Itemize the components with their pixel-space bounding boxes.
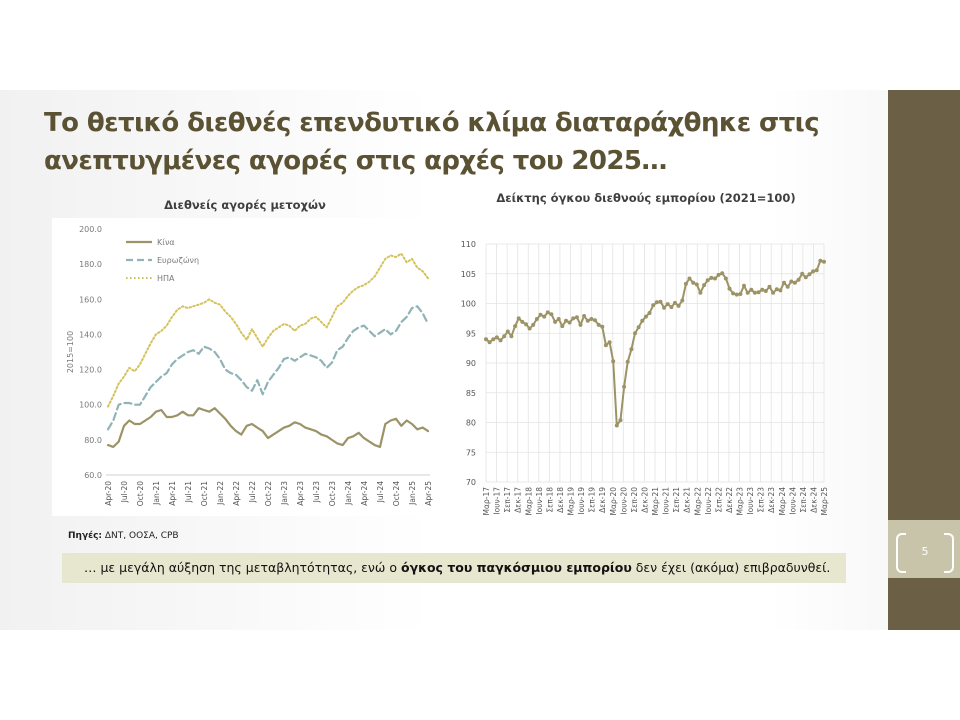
chart2-data-point [491, 337, 495, 341]
chart1-ylabel: 2015=100 [66, 330, 75, 374]
chart2-data-point [582, 314, 586, 318]
chart2-xtick-label: Σεπ-19 [587, 487, 597, 513]
chart2-data-point [546, 310, 550, 314]
chart1-xtick-label: Apr-23 [296, 481, 305, 506]
chart2-data-point [513, 324, 517, 328]
chart2-xtick-label: Ιουν-18 [534, 487, 544, 515]
chart1-ytick-label: 140.0 [79, 330, 102, 340]
chart2-svg [446, 228, 846, 518]
chart2-xtick-label: Δεκ-17 [513, 487, 523, 513]
chart2-data-point [651, 303, 655, 307]
chart2-data-point [778, 288, 782, 292]
chart2-ytick-label: 80 [465, 418, 476, 428]
chart2-data-point [509, 334, 513, 338]
chart1-ytick-label: 60.0 [84, 471, 102, 480]
chart1-xtick-label: Jul-20 [120, 481, 129, 503]
chart2-ytick-label: 95 [465, 329, 476, 339]
chart2-data-point [822, 260, 826, 264]
chart2-data-point [524, 322, 528, 326]
chart2-xtick-label: Ιουν-24 [788, 487, 798, 515]
chart2-data-point [608, 340, 612, 344]
chart1-legend-label: Ευρωζώνη [157, 256, 200, 265]
chart2-data-point [702, 283, 706, 287]
chart1-xtick-label: Oct-24 [392, 481, 401, 507]
chart2-data-point [680, 299, 684, 303]
chart1-xtick-label: Apr-25 [424, 481, 433, 506]
chart1-xtick-label: Oct-21 [200, 481, 209, 507]
chart2-data-point [659, 300, 663, 304]
chart2-data-point [768, 285, 772, 289]
chart1-xtick-label: Apr-24 [360, 481, 369, 506]
chart2-data-point [622, 385, 626, 389]
chart1-xtick-label: Oct-23 [328, 481, 337, 507]
chart2-data-point [648, 311, 652, 315]
chart1-xtick-label: Oct-20 [136, 481, 145, 507]
chart2-data-point [531, 323, 535, 327]
chart2-data-point [749, 288, 753, 292]
chart2-data-point [597, 323, 601, 327]
chart2-data-point [789, 280, 793, 284]
chart1-xtick-label: Apr-20 [104, 481, 113, 506]
chart2-xtick-label: Ιουν-23 [746, 487, 756, 515]
chart1-xtick-label: Jul-21 [184, 481, 193, 503]
slide-title: Το θετικό διεθνές επενδυτικό κλίμα διαταράχθηκε στις ανεπτυγμένες αγορές στις αρχές του 2025… [44, 108, 820, 176]
banner-text-before: … με μεγάλη αύξηση της μεταβλητότητας, ενώ ο [84, 560, 401, 575]
sources-text: ΔΝΤ, ΟΟΣΑ, CPB [102, 531, 179, 541]
chart2-data-point [528, 327, 532, 331]
chart2-data-point [709, 276, 713, 280]
chart2-data-point [720, 271, 724, 275]
chart2-xtick-label: Σεπ-22 [714, 487, 724, 513]
chart2-data-point [542, 315, 546, 319]
chart1-ytick-label: 120.0 [79, 365, 102, 375]
chart2-data-point [549, 312, 553, 316]
chart2-data-point [611, 359, 615, 363]
chart2-data-point [626, 360, 630, 364]
chart2-ytick-label: 75 [465, 448, 476, 458]
chart1-xtick-label: Jul-23 [312, 481, 321, 503]
chart2-data-point [717, 273, 721, 277]
chart2-data-point [539, 313, 543, 317]
chart1-xtick-label: Jan-25 [408, 481, 417, 505]
chart2-data-point [655, 300, 659, 304]
chart2-data-point [691, 281, 695, 285]
chart2-xtick-label: Μαρ-20 [608, 487, 618, 516]
chart2-data-point [760, 288, 764, 292]
chart2-data-point [600, 325, 604, 329]
chart2-data-point [637, 325, 641, 329]
chart2-xtick-label: Δεκ-18 [555, 487, 565, 513]
chart2-data-point [698, 291, 702, 295]
chart1-legend-label: Κίνα [157, 238, 175, 247]
chart1-ytick-label: 100.0 [79, 400, 102, 410]
chart2-xtick-label: Ιουν-20 [619, 487, 629, 515]
chart2-data-point [677, 304, 681, 308]
chart2-xtick-label: Μαρ-22 [693, 487, 703, 516]
chart2-data-point [669, 305, 673, 309]
chart2-data-point [629, 347, 633, 351]
chart2-data-point [786, 285, 790, 289]
summary-banner [62, 553, 846, 583]
chart2-data-point [808, 272, 812, 276]
chart2-ytick-label: 100 [460, 299, 476, 309]
chart2-ytick-label: 70 [465, 478, 476, 487]
chart2-xtick-label: Ιουν-22 [703, 487, 713, 515]
chart2-ytick-label: 85 [465, 388, 476, 398]
banner-text-after: δεν έχει (ακόμα) επιβραδυνθεί. [631, 560, 831, 575]
chart2-xtick-label: Μαρ-18 [524, 487, 534, 516]
chart2-area [446, 228, 846, 518]
chart2-xtick-label: Δεκ-23 [767, 487, 777, 513]
chart1-ytick-label: 180.0 [79, 260, 102, 270]
chart1-title: Διεθνείς αγορές μετοχών [164, 198, 326, 212]
chart2-xtick-label: Σεπ-20 [629, 487, 639, 513]
chart2-xtick-label: Ιουν-21 [661, 487, 671, 515]
chart2-data-point [684, 282, 688, 286]
chart1-xtick-label: Apr-22 [232, 481, 241, 506]
chart2-data-point [793, 281, 797, 285]
chart2-data-point [673, 301, 677, 305]
chart2-data-point [662, 306, 666, 310]
chart2-xtick-label: Δεκ-22 [724, 487, 734, 513]
chart2-data-point [517, 316, 521, 320]
chart2-data-point [818, 259, 822, 263]
chart2-data-point [764, 289, 768, 293]
chart2-data-point [804, 275, 808, 279]
chart1-ytick-label: 160.0 [79, 295, 102, 305]
page-number: 5 [921, 545, 929, 558]
chart2-data-point [502, 334, 506, 338]
chart2-data-point [797, 278, 801, 282]
chart2-data-point [782, 281, 786, 285]
chart2-xtick-label: Μαρ-17 [482, 487, 491, 516]
chart2-xtick-label: Δεκ-24 [809, 487, 819, 513]
chart1-xtick-label: Jan-22 [216, 481, 225, 505]
chart2-data-point [811, 269, 815, 273]
chart2-data-point [713, 277, 717, 281]
chart2-xtick-label: Σεπ-23 [756, 487, 766, 513]
chart1-xtick-label: Apr-21 [168, 481, 177, 506]
chart2-data-point [615, 424, 619, 428]
chart2-xtick-label: Σεπ-17 [503, 487, 513, 513]
chart2-data-point [579, 323, 583, 327]
chart2-data-point [604, 343, 608, 347]
chart2-data-point [619, 418, 623, 422]
chart1-svg [52, 218, 438, 516]
chart2-data-point [484, 337, 488, 341]
chart2-data-point [731, 291, 735, 295]
chart2-data-point [557, 317, 561, 321]
chart2-xtick-label: Ιουν-19 [577, 487, 587, 515]
chart2-xtick-label: Μαρ-19 [566, 487, 576, 516]
chart2-data-point [553, 320, 557, 324]
chart1-xtick-label: Jul-24 [376, 481, 385, 503]
chart1-ytick-label: 80.0 [84, 435, 102, 445]
chart2-xtick-label: Σεπ-24 [798, 487, 808, 513]
chart2-data-point [746, 291, 750, 295]
chart2-data-point [535, 317, 539, 321]
sources-note [68, 531, 179, 541]
chart1-series-line-1 [108, 408, 428, 447]
chart2-data-point [564, 319, 568, 323]
chart2-xtick-label: Δεκ-20 [640, 487, 650, 513]
chart2-data-point [633, 331, 637, 335]
chart2-data-point [506, 330, 510, 334]
chart2-ytick-label: 90 [465, 359, 476, 368]
chart2-data-point [571, 316, 575, 320]
chart2-data-point [742, 284, 746, 288]
chart1-legend-label: ΗΠΑ [157, 274, 175, 283]
banner-text-bold: όγκος του παγκόσμιου εμπορίου [400, 560, 632, 575]
chart1-area [52, 218, 438, 516]
chart1-xtick-label: Oct-22 [264, 481, 273, 507]
chart2-data-point [728, 287, 732, 291]
chart2-data-point [706, 278, 710, 282]
chart2-data-point [568, 321, 572, 325]
chart2-data-point [499, 338, 503, 342]
chart2-data-point [520, 320, 524, 324]
chart2-data-point [738, 292, 742, 296]
chart2-data-point [644, 315, 648, 319]
chart2-data-point [753, 291, 757, 295]
chart2-xtick-label: Σεπ-21 [672, 487, 682, 513]
chart2-xtick-label: Μαρ-23 [735, 487, 745, 516]
chart2-xtick-label: Σεπ-18 [545, 487, 555, 513]
chart1-ytick-label: 200.0 [79, 225, 102, 234]
chart1-xtick-label: Jan-24 [344, 481, 353, 505]
chart2-ytick-label: 110 [460, 240, 476, 249]
chart2-data-point [589, 317, 593, 321]
chart2-xtick-label: Μαρ-21 [651, 487, 660, 516]
chart2-xtick-label: Δεκ-21 [682, 487, 692, 513]
chart2-data-point [735, 293, 739, 297]
chart2-data-point [688, 277, 692, 281]
chart2-data-point [695, 283, 699, 287]
chart2-data-point [775, 287, 779, 291]
chart2-data-point [586, 319, 590, 323]
chart2-data-point [800, 272, 804, 276]
page-number-badge [896, 533, 954, 571]
chart2-data-point [593, 318, 597, 322]
chart2-data-point [771, 291, 775, 295]
chart1-xtick-label: Jan-23 [280, 481, 289, 505]
chart2-xtick-label: Μαρ-25 [820, 487, 829, 516]
chart2-title: Δείκτης όγκου διεθνούς εμπορίου (2021=100) [496, 191, 796, 205]
chart2-ytick-label: 105 [460, 269, 476, 279]
chart1-xtick-label: Jan-21 [152, 481, 161, 505]
chart2-data-point [724, 277, 728, 281]
chart2-data-point [560, 324, 564, 328]
chart2-data-point [495, 335, 499, 339]
chart2-data-point [488, 340, 492, 344]
chart2-data-point [575, 315, 579, 319]
chart2-xtick-label: Μαρ-24 [777, 487, 787, 516]
chart2-data-point [666, 302, 670, 306]
sources-label: Πηγές: [68, 531, 103, 541]
chart2-data-point [815, 268, 819, 272]
chart1-xtick-label: Jul-22 [248, 481, 257, 503]
chart2-data-point [757, 290, 761, 294]
chart2-xtick-label: Ιουν-17 [492, 487, 502, 515]
chart2-data-point [640, 319, 644, 323]
chart2-xtick-label: Δεκ-19 [598, 487, 608, 513]
